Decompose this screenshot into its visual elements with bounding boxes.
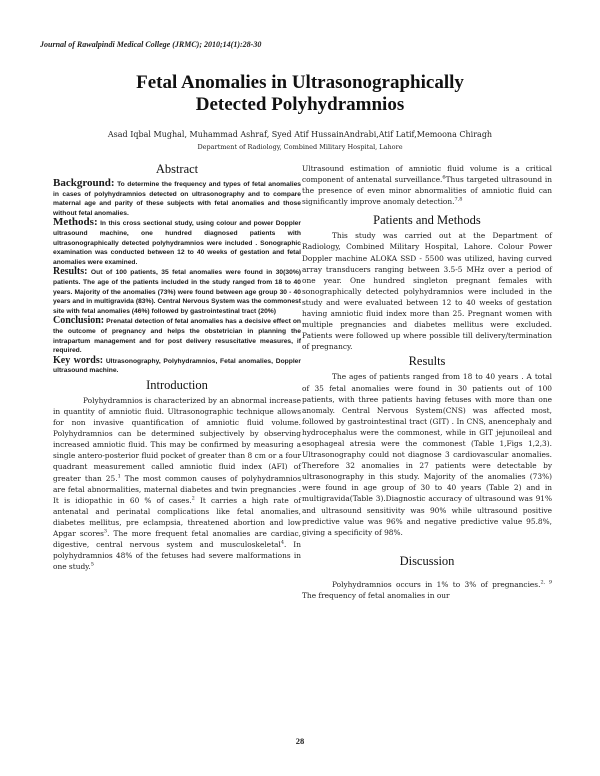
introduction-continued: [302, 163, 552, 207]
discussion-text-b: The frequency of fetal anomalies in our: [302, 590, 450, 600]
citation-1: 1: [117, 473, 121, 480]
introduction-paragraph: [53, 395, 301, 573]
results-paragraph: The ages of patients ranged from 18 to 40 years . A total of 35 fetal anomalies were found in 30 patients out of 100 patients, with three patients having fetuses with more than one anomaly. Central Nervous System(CNS) was affected most, followed by gastrointestinal tract (GIT) . In CNS, anencephaly and hydrocephalus were the commonest, while in GIT jejunoileal and esophageal atresia were the commonest (Table 1,Figs 1,2,3). Ultrasonography could not diagnose 3 cardiovascular anomalies. Therefore 32 anomalies in 27 patients were detectable by ultrasonography in this study. Majority of the anomalies (73%) were found in age group of 30 to 40 years (Table 2) and in multigravida(Table 3).Diagnostic accuracy of ultrasound was 91% and ultrasound sensitivity was 90% while ultrasound positive predictive value was 96% and negative predictive value 95.8%, giving a specificity of 98%.: [302, 372, 552, 537]
abstract-results: [53, 267, 301, 316]
conclusion-label: Conclusion:: [53, 315, 105, 327]
abstract-methods: [53, 218, 301, 267]
introduction-heading: Introduction: [146, 377, 208, 392]
abstract-heading: Abstract: [155, 162, 199, 176]
intro-text-d: . The more frequent fetal anomalies are cardiac, digestive, central nervous system and musculoskeletal: [53, 529, 301, 550]
citation-6: 6: [442, 174, 446, 181]
affiliation: Department of Radiology, Combined Military Hospital, Lahore: [197, 143, 403, 151]
intro-cont-text-a: Ultrasound estimation of amniotic fluid volume is a critical component of antenatal surveillance.: [302, 164, 552, 185]
abstract-background: [53, 179, 301, 218]
conclusion-text: Prenatal detection of fetal anomalies has a decisive effect on the outcome of pregnancy and helps the obstetrician in planning the intrapartum management and for post delivery resuscitative measures, if required.: [53, 318, 302, 355]
right-column: [302, 163, 552, 601]
citation-2-9: 2, 9: [540, 579, 553, 586]
keywords-text: Ultrasonography, Polyhydramnios, Fetal anomalies, Doppler ultrasound machine.: [53, 357, 301, 375]
abstract-keywords: [53, 356, 301, 376]
discussion-heading: Discussion: [399, 553, 455, 568]
intro-text-c: It carries a high rate of antenatal and perinatal complications like fetal anomalies, diabetes mellitus, pre eclampsia, threatened abortion and low Apgar scores: [53, 495, 301, 538]
keywords-label: Key words:: [53, 354, 104, 366]
citation-3: 3: [103, 528, 108, 535]
abstract-conclusion: [53, 316, 301, 355]
left-column: [53, 160, 301, 572]
results-text: Out of 100 patients, 35 fetal anomalies were found in 30(30%) patients. The age of the patients included in the study ranged from 18 to 40 years. Majority of the anomalies (73%) were found between age group 30 - 40 years and in multigravida (83%). Central Nervous System was the commonest site with fetal anomalies (46%) followed by gastrointestinal tract (20%): [53, 269, 301, 315]
background-label: Background:: [53, 177, 115, 189]
background-text: To determine the frequency and types of fetal anomalies in cases of polyhydramnios detected on ultrasonography and to compare maternal age and parity of these subjects with fetal anomalies and those without fetal anomalies.: [53, 181, 302, 217]
results-label: Results:: [53, 266, 88, 278]
methods-label: Methods:: [53, 216, 98, 229]
intro-text-e: . In polyhydramnios 48% of the fetuses had severe malformations in one study.: [53, 540, 301, 572]
discussion-text-a: Polyhydramnios occurs in 1% to 3% of pregnancies.: [332, 579, 541, 589]
title-line-1: Fetal Anomalies in Ultrasonographically: [136, 72, 464, 93]
title-line-2: Detected Polyhydramnios: [195, 94, 405, 115]
methods-heading: Patients and Methods: [373, 213, 481, 228]
intro-text-a: Polyhydramnios is characterized by an abnormal increase in quantity of amniotic fluid. Ultrasonographic technique allows for non invasive quantification of amniotic fluid volume. Polyhydramnios can be determined subjectively by observing increased amniotic fluid. This may be confirmed by measuring a single antero-posterior fluid pocket of greater than 8 cm or a four quadrant measurement called amniotic fluid index (AFI) of greater than 25.: [53, 395, 301, 483]
page-number: 28: [295, 736, 305, 746]
citation-4: 4: [280, 539, 284, 546]
journal-citation: Journal of Rawalpindi Medical College (JRMC); 2010;14(1):28-30: [40, 40, 262, 49]
intro-cont-text-b: Thus targeted ultrasound in the presence of even minor abnormalities of amniotic fluid can significantly improve anomaly detection.: [302, 175, 553, 207]
results-heading: Results: [408, 354, 446, 369]
citation-7-8: 7,8: [454, 196, 463, 203]
citation-2: 2: [191, 495, 195, 502]
article-title: [40, 72, 560, 116]
author-list: Asad Iqbal Mughal, Muhammad Ashraf, Syed Atif HussainAndrabi,Atif Latif,Memoona Chiragh: [107, 130, 493, 139]
methods-text: In this cross sectional study, using colour and power Doppler ultrasound machine, one hundred diagnosed patients with ultrasonographically detected polyhydramnios were included . Sonographic examination was conducted between 12 to 40 weeks of gestation and fetal anomalies were examined.: [53, 220, 302, 266]
discussion-paragraph: [302, 579, 552, 601]
methods-paragraph: This study was carried out at the Department of Radiology, Combined Military Hospital, Lahore. Colour Power Doppler machine ALOKA SSD - 5500 was utilized, having curved array transducers ranging between 3.5-5 MHz over a period of one year. One hundred singleton pregnant females with sonographically detected polyhydramnios were included in the study and were evaluated between 12 to 40 weeks of gestation having amniotic fluid index more than 25. Pregnant women with multiple pregnancies and diabetes mellitus were excluded. Patients were followed up where possible till delivery/termination of pregnancy.: [302, 231, 552, 352]
citation-5: 5: [90, 561, 94, 568]
intro-text-b: The most common causes of polyhydramnios are fetal abnormalities, maternal diabetes and twin pregnancies . It is idiopathic in 60 % of cases.: [53, 473, 301, 505]
